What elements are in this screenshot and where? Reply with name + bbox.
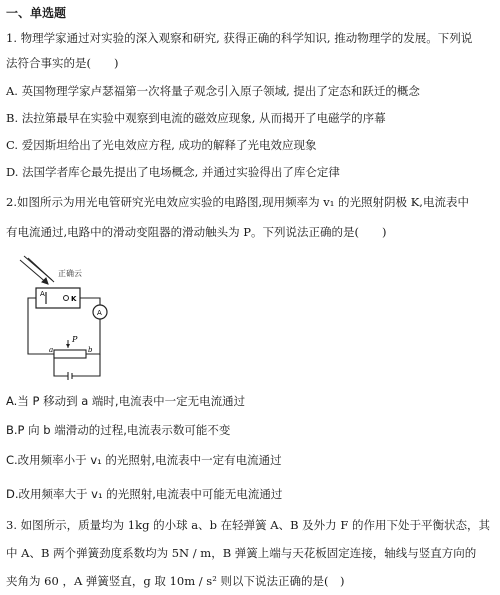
q1-option-b: B. 法拉第最早在实验中观察到电流的磁效应现象, 从而揭开了电磁学的序幕 xyxy=(6,111,386,125)
q2-stem-line2: 有电流通过,电路中的滑动变阻器的滑动触头为 P。下列说法正确的是( ) xyxy=(6,225,387,239)
q1-option-c: C. 爱因斯坦给出了光电效应方程, 成功的解释了光电效应现象 xyxy=(6,138,317,152)
q1-option-a: A. 英国物理学家卢瑟福第一次将量子观念引入原子领域, 提出了定态和跃迁的概念 xyxy=(6,84,420,98)
q1-stem-line1: 1. 物理学家通过对实验的深入观察和研究, 获得正确的科学知识, 推动物理学的发展。下列说 xyxy=(6,31,473,45)
q1-option-d: D. 法国学者库仑最先提出了电场概念, 并通过实验得出了库仑定律 xyxy=(6,165,340,179)
q3-stem-line3: 夹角为 60 ，A 弹簧竖直，g 取 10m / s² 则以下说法正确的是( ) xyxy=(6,574,345,588)
q2-option-b: B.P 向 b 端滑动的过程,电流表示数可能不变 xyxy=(6,423,231,437)
circuit-wires xyxy=(28,298,100,380)
label-P: P xyxy=(72,335,78,344)
ammeter-label: A xyxy=(97,309,102,317)
watermark-text: 正确云 xyxy=(58,269,82,278)
q3-stem-line1: 3. 如图所示，质量均为 1kg 的小球 a、b 在轻弹簧 A、B 及外力 F 的作用下处于平衡状态，其 xyxy=(6,518,490,532)
q1-stem-line2: 法符合事实的是( ) xyxy=(6,56,119,70)
label-b: b xyxy=(88,346,93,354)
label-a: a xyxy=(49,346,54,354)
cathode-electrode xyxy=(64,296,69,301)
light-beam-icon xyxy=(20,256,54,284)
q2-option-d: D.改用频率大于 v₁ 的光照射,电流表中可能无电流通过 xyxy=(6,487,283,501)
q2-option-c: C.改用频率小于 v₁ 的光照射,电流表中一定有电流通过 xyxy=(6,453,282,467)
rheostat xyxy=(54,350,86,358)
section-title: 一、单选题 xyxy=(6,6,67,20)
label-anode: A xyxy=(40,290,45,298)
q2-stem-line1: 2.如图所示为用光电管研究光电效应实验的电路图,现用频率为 v₁ 的光照射阴极 K,电流表中 xyxy=(6,195,469,209)
q2-option-a: A.当 P 移动到 a 端时,电流表中一定无电流通过 xyxy=(6,394,246,408)
label-cathode: K xyxy=(71,295,77,303)
q3-stem-line2: 中 A、B 两个弹簧劲度系数均为 5N / m，B 弹簧上端与天花板固定连接，轴线与竖直方向的 xyxy=(6,546,477,560)
